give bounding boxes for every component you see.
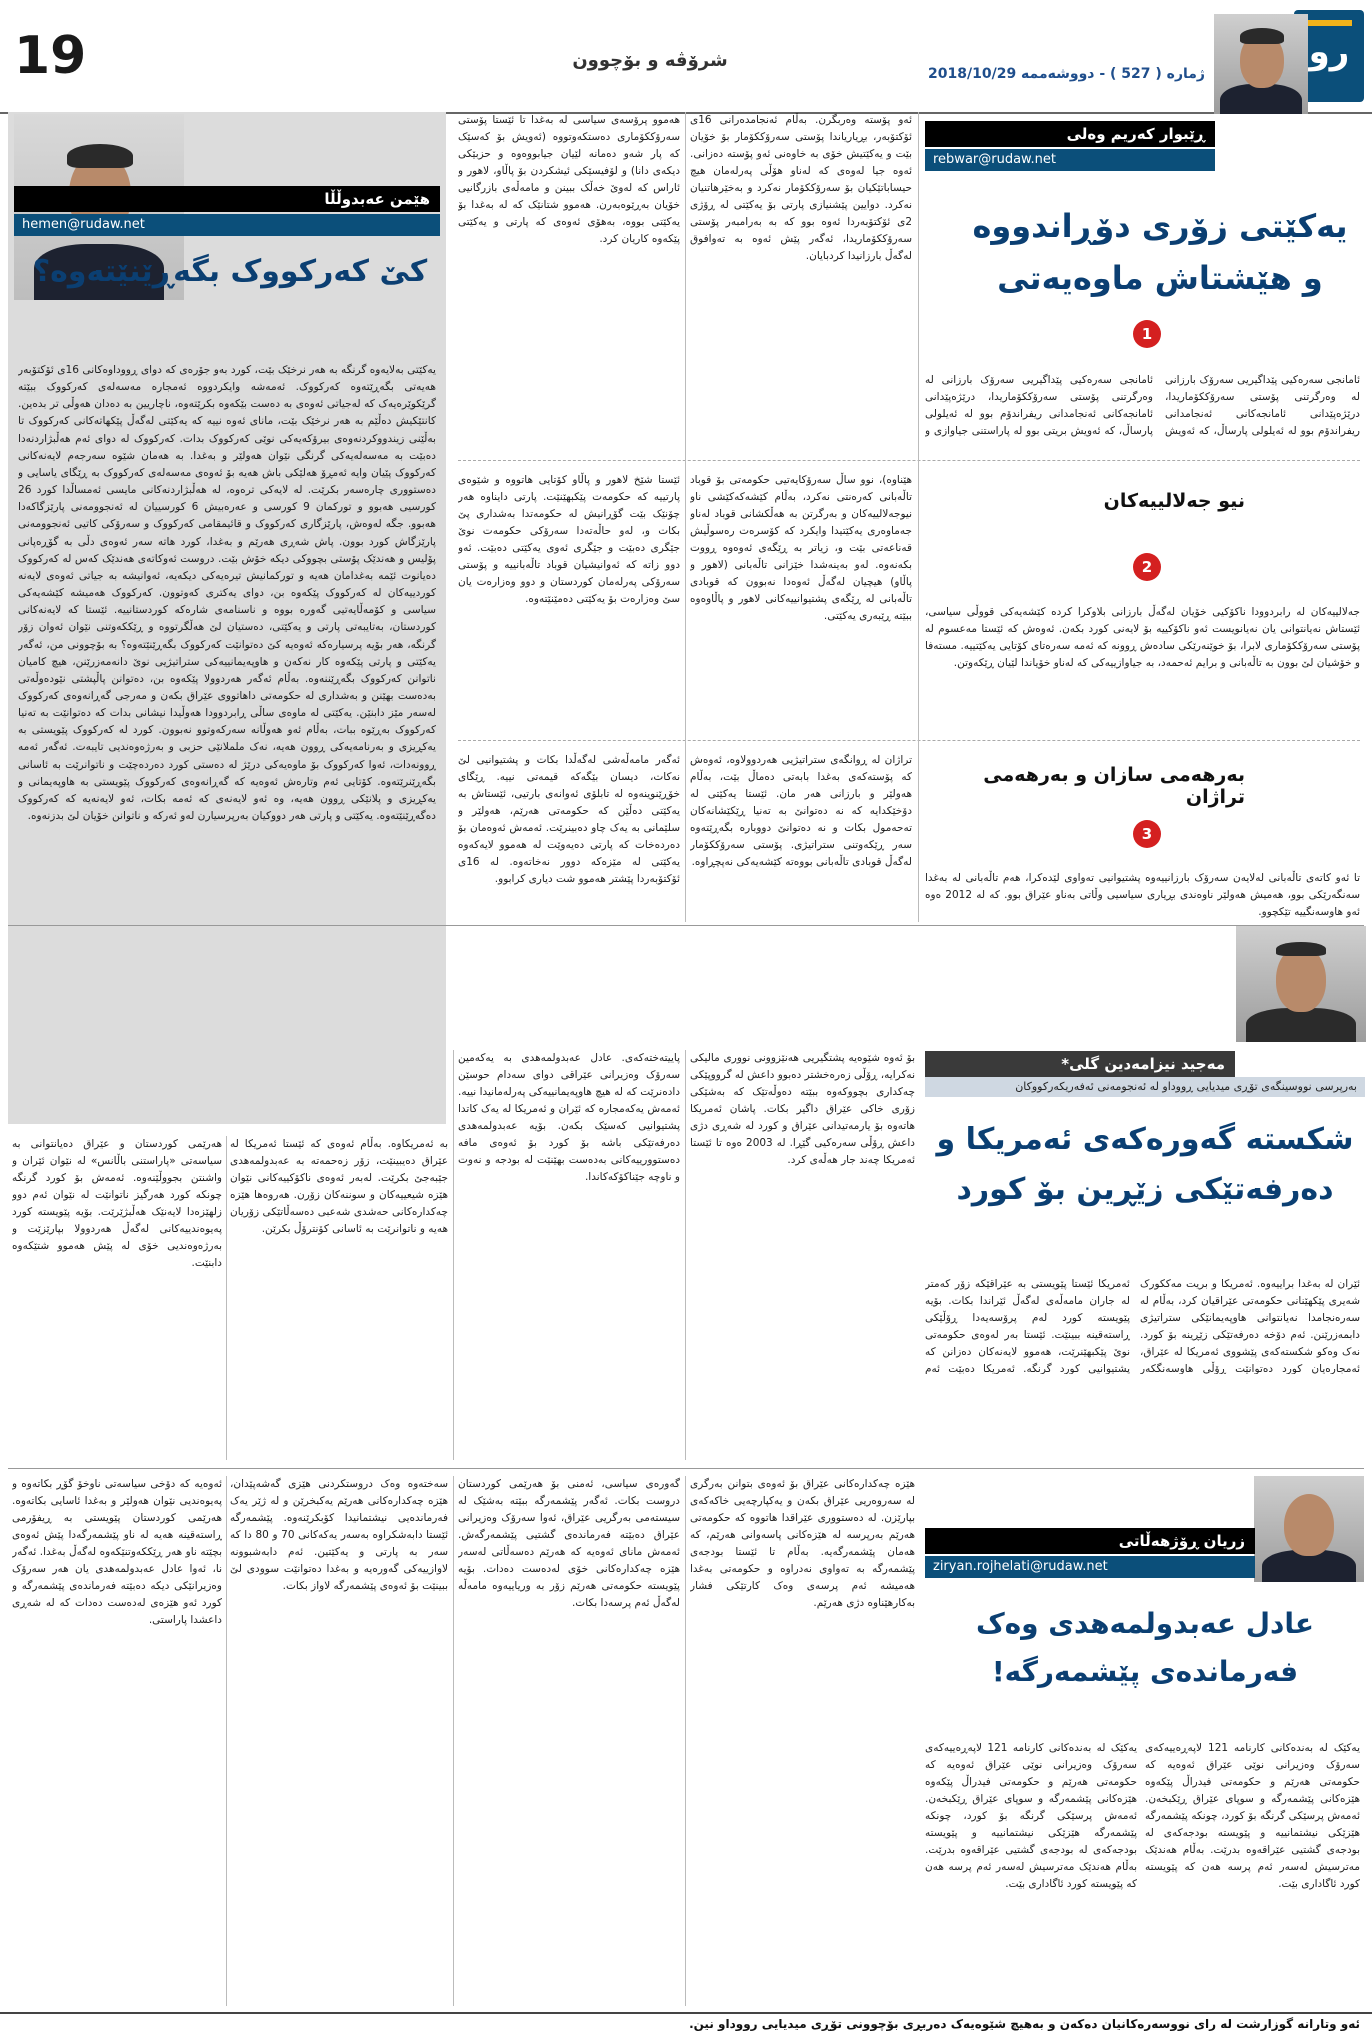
- column-rule: [453, 1476, 454, 2006]
- column-rule: [226, 1136, 227, 1460]
- photo-suit: [1220, 84, 1302, 114]
- article1-subhead-2: نیو جەلالییەکان: [1103, 490, 1245, 512]
- sidebar-author-name: هێمن عەبدوڵڵا: [14, 186, 440, 212]
- article1-subhead-3: بەرهەمی سازان و بەرهەمی تراژان: [983, 764, 1245, 808]
- sidebar-author-email[interactable]: hemen@rudaw.net: [14, 214, 440, 236]
- article1-s2-col2: هێناوە)، نوو ساڵ سەرۆکایەتیی حکومەتی بۆ قوباد تاڵەبانی کەرەنتی نەکرد، بەڵام کێشەکەکێشی ناو نیوجەلالییەکان و بەرگرتن بە هەڵکشانی قوباد لەناو جەماوەری یەکێتیدا وایکرد کە کۆسرەت رەسوڵیش قەناعەتی بێت و، زیاتر بە ڕێگەی ئەوەوە ڕووت بکەنەوە. لەو بەینەشدا خێزانی تاڵەبانی (لاهور و پاڵاو) هیچیان لەگەڵ ئەوەدا نەبوون کە قوبادی تاڵەبانی لە ڕێگەی پشتیوانییەکانی لاهور و پاڵاوەوە ببێتە ڕێبەری یەکێتی.: [690, 474, 912, 622]
- article3-col5: ئەوەیە کە دۆخی سیاسەتی ناوخۆ گۆڕ بکاتەوە و پەیوەندیی نێوان هەولێر و بەغدا ئاسایی بکاتەوە. هەرێمی کوردستان پێویستی بە ڕیفۆرمی ڕاستەقینە هەیە لە ناو پێشمەرگەدا پێش ئەوەی بچێتە ناو هەر ڕێککەوتنێکەوە لەگەڵ بەغدا. ئەگەر نا، ئەوا عادل عەبدولمەهدی یان هەر سەرۆک وەزیرانێکی دیکە دەبێتە فەرماندەی پێشمەرگە و کورد ئەو هێزەی لەدەست دەدات کە لە شەڕی داعشدا پاراستی.: [12, 1478, 222, 1626]
- section-title: شرۆڤە و بۆچوون: [572, 50, 728, 71]
- article2-col5: بە ئەمریکاوە. بەڵام ئەوەی کە ئێستا ئەمریکا لە عێراق دەیبینێت، زۆر زەحمەتە بە عەبدولمەهدی جێبەجێ بکرێت. لەبەر ئەوەی ناکۆکییەکانی نێوان هێزە شیعییەکان و سوننەکان زۆرن. هەروەها هێزە چەکدارەکانی حەشدی شەعبی دەسەڵاتێکی زۆریان هەیە و ناتوانرێت بە ئاسانی کۆنترۆڵ بکرێن.: [230, 1138, 448, 1235]
- logo-accent: [1306, 20, 1352, 26]
- article1-s1-col2: ئەو پۆستە وەربگرن. بەڵام ئەنجامدەرانی 16ی ئۆکتۆبەر، بڕیاریاندا پۆستی سەرۆککۆمار بۆ خۆیان بێت و یەکێتیش خۆی بە خاوەنی ئەو پۆستە دەزانی. ئەوە جیا لەوەی کە لەناو هۆڵی پەرلەمان هیچ حیساباتێکیان بۆ سەرۆککۆمار نەکرد و بەخێرهاتنیان نەکرد. دوایین پێشنیازی پارتی بۆ یەکێتی لە ڕۆژی 2ی ئۆکتۆبەردا ئەوە بوو کە بە بەرامبەر پۆستی سەرۆککۆماریدا، ئەگەر پێش ئەوە بە تەوافوق لەگەڵ بارزانیدا کردبایان.: [690, 114, 912, 262]
- photo-hair: [67, 144, 133, 168]
- column-rule: [918, 112, 919, 922]
- author-photo-majid: [1236, 926, 1366, 1042]
- article1-headline: یەکێتی زۆری دۆڕاندووە و هێشتاش ماوەیەتی: [972, 207, 1348, 297]
- footer-disclaimer: ئەو وتارانە گوزارشت لە رای نووسەرەکانیان دەکەن و بەهیچ شێوەیەک دەربڕی بۆچوونی تۆڕی میدیایی رووداو نین.: [0, 2012, 1372, 2034]
- column-rule: [685, 1050, 686, 1460]
- article2-col4: پاییتەختەکەی. عادل عەبدولمەهدی بە یەکەمین سەرۆک وەزیرانی عێراقی دوای سەدام حوسێن دادەنرێت کە لە هیچ هاوپەیمانییەکی پەرلەمانیدا نییە. ئەمەش یەکەمجارە کە ئێران و ئەمریکا لە یەک کاتدا پشتیوانیی کەسێک بکەن. بۆیە عەبدولمەهدی دەرفەتێکی باشە بۆ کورد بۆ ئەوەی مافە دەستوورییەکانی بەدەست بهێنێت لە بودجە و نەوت و ناوچە جێناکۆکەکاندا.: [458, 1052, 680, 1183]
- author-photo-ziryan: [1254, 1476, 1364, 1582]
- article2-col6: هەرێمی کوردستان و عێراق دەیانتوانی بە سیاسەتی «پاراستنی باڵانس» لە نێوان ئێران و واشنتن بجووڵێنەوە. ئەمەش بۆ کورد گرنگە چونکە کورد هەرگیز ناتوانێت لە نێوان ئەم دوو زلهێزەدا لایەنێک هەڵبژێرێت. بۆیە پێویستە کورد پەیوەندییەکانی لەگەڵ هەردوولا بپارێزێت و بەرژەوەندیی خۆی لە پێش هەموو شتێکەوە دابنێت.: [12, 1138, 222, 1269]
- article1-s1-col1: ئامانجی سەرەکیی پێداگیریی سەرۆک بارزانی لە وەرگرتنی پۆستی سەرۆککۆماریدا، درێژەپێدانی ئامانجەکانی ئەنجامدانی ریفراندۆم بوو لە ئەیلولی پارساڵ، کە ئەویش: [1165, 374, 1360, 437]
- article2-col1: ئێران لە بەغدا براییەوە. ئەمریکا و بریت مەککورک شەیری پێکهێنانی حکومەتی عێراقیان کرد، بەڵام لە سەرەنجامدا نەیانتوانی هاوپەیمانێکی ستراتیژی دابمەزرێنن. ئەم دۆخە دەرفەتێکی زێڕینە بۆ کورد. نەک وەکو شکستەکەی پێشووی ئەمریکا لە عێراق، ئەمجارەیان کورد دەتوانێت ڕۆڵی هاوسەنگکەر: [1140, 1278, 1360, 1374]
- article2-headline: شکستە گەورەکەی ئەمریکا و دەرفەتێکی زێڕین بۆ کورد: [936, 1122, 1354, 1207]
- section-divider-2: [458, 740, 1360, 741]
- article3-col4: سەختەوە وەک دروستکردنی هێزی گەشەپێدان، هێزە چەکدارەکانی هەرێم یەکبخرێن و لە ژێر یەک فەرماندەیی نیشتمانیدا کۆبکرێنەوە. پێشمەرگە ئێستا دابەشکراوە بەسەر یەکەکانی 70 و 80 دا کە سەر بە پارتی و یەکێتین. ئەم دابەشبوونە لاوازییەکی گەورەیە و بەغدا دەتوانێت سوودی لێ ببینێت بۆ ئەوەی پێشمەرگە لاواز بکات.: [230, 1478, 448, 1592]
- section-badge-3: 3: [1133, 820, 1161, 848]
- column-rule: [685, 112, 686, 922]
- issue-info: ژمارە ( 527 ) - دووشەممە 2018/10/29: [928, 66, 1205, 82]
- article3-headline: عادل عەبدولمەهدی وەک فەرماندەی پێشمەرگە!: [975, 1607, 1315, 1688]
- sidebar-body: یەکێتی بەلایەوە گرنگە بە هەر نرخێک بێت، کورد بەو جۆرەی کە دوای ڕووداوەکانی 16ی ئۆکتۆبەر هەیەتی بگەڕێتەوە کەرکووک. ئەمەشە وایکردووە ئەمجارە مەسەلەی کەرکووک ببێتە گرێکوێرەیەک کە لەجیاتی ئەوەی بە دەست بێکەوە بکرێتەوە، ناچاریین بە دەدان هەوڵی تر بدەین. کانتێکیش دەڵێم بە هەر نرخێک بێت، مانای ئەوە نییە کە یەکێتی لەگەڵ پێکهاتەکانی کەرکووک تا بەڵێنی زیندووکردنەوەی بیرۆکەیەکی نوێی کەرکووک بدات. کەرکووک لە دوای ئەم هەڵبژاردنەدا دەبێت بە مەسەلەیەکی گرنگی نێوان هەولێر و بەغدا. بە هەمان شێوە سەرجەم لایەنەکانی کەرکووک پێیان وایە ئەمڕۆ هەلێکی باش هەیە بۆ ئەوەی مەسەلەی کەرکووک بە ڕێگای یاسایی و دەستووری چارەسەر بکرێت. لە لایەکی ترەوە، لە هەڵبژاردنەکانی مایسی ئەمساڵدا کورد 26 کورسیی هەبوو و تورکمان 9 کورسی و عەرەبیش 6 کورسییان لە ئەنجوومەنی پارێزگاکەدا هەبوو. جگە لەوەش، پارێزگاری کەرکووک و قائیمقامی کەرکووک و سەرۆکی کاتیی ئەنجوومەنی پارێزگاش کورد بوون. پاش شەڕی هەرێم و بەغدا، کورد هاتە سەر ئەوەی دڵی بە گۆڕەپانی پۆلیس و هەندێک پۆستی بچووکی دیکە خۆش بێت. دروست ئەوکاتەی هەندێک کەس لە کەرکووک دەیانوت ئێمە بەغدامان هەیە و تورکمانیش تیرەیەکی دیکەیە، ئەوانیشە بە جیاتی ئەوەی لایەنە کوردییەکان لە کەرکووک پێکەوە بن، دوای یەکتری کەوتوون. کەرکووک هەمیشە کێشەیەکی سیاسی و کۆمەڵایەتیی گەورە بووە و ناسنامەی شارەکە کوردستانییە. ئێستا کە لایەنەکانی کوردستان، بەتایبەتی پارتی و یەکێتی، دەستیان لێ هەڵگرتووە و ڕێککەوتنی نێوان ئەوان زۆر گرنگە، هەر بۆیە پرسیارەکە ئەوەیە کێ دەتوانێت کەرکووک بگەڕێنێتەوە؟ بە بۆچوونی من، ئەگەر یەکێتی و پارتی پێکەوە کار نەکەن و هاوپەیمانییەکی ستراتیژیی نوێ دانەمەزرێنن، هیچ کامیان ناتوانن کەرکووک بگەڕێننەوە. بەڵام ئەگەر هەردوولا پێکەوە بن، دەتوانن پاڵپشتی نێودەوڵەتی بەدەست بهێنن و بەشداری لە حکومەتی داهاتووی عێراق بکەن و مەرجی گەڕانەوەی کەرکووک لەسەر مێز دابنێن. یەکێتی لە ماوەی ساڵی ڕابردوودا هەوڵیدا نیشانی بدات کە دەتوانێت بە تەنیا کەرکووک بەڕێوە ببات، بەڵام ئەو هەوڵانە سەرکەوتوو نەبوون. کورد لە کەرکووک پێویستی بە یەکڕیزی و بەرنامەیەکی ڕوون هەیە، نەک ململانێی حزبی و بەرژەوەندیی تایبەت. ئەگەر ئەمە ڕوونەدات، ئەوا کەرکووک بۆ ماوەیەکی درێژ لە دەستی کورد دەردەچێت و ناتوانرێت بە ئاسانی بگەڕێنرێتەوە. کۆتایی ئەم وتارەش ئەوەیە کە گەڕانەوەی کەرکووک پێویستی بە هاوپەیمانی و یەکڕیزی و پلانێکی ڕوون هەیە، وە ئەو لایەنەی کە ئەمە بکات، ئەو لایەنەیە کە کەرکووک دەگەڕێنێتەوە. یەکێتی و پارتی هەر دووکیان بەرپرسیارن لەو ئەرکە و ناتوانن خۆیان لێ بدزنەوە.: [18, 364, 436, 823]
- article1-s1-col1b: ئامانجی سەرەکیی پێداگیریی سەرۆک بارزانی لە وەرگرتنی پۆستی سەرۆککۆماریدا، درێژەپێدانی ئامانجەکانی ئەنجامدانی ریفراندۆم بوو لە ئەیلولی پارساڵ، کە ئەویش بریتی بوو لە پاراستنی جیاوازی و: [925, 374, 1153, 437]
- column-rule: [226, 1476, 227, 2006]
- photo-hair: [1276, 942, 1326, 956]
- photo-head: [1284, 1494, 1334, 1556]
- article1-s3-col3: ئەگەر مامەڵەشی لەگەڵدا بکات و پشتیوانیی لێ نەکات، دیسان بێگەکە قیمەتی نییە. ڕێگای خۆڕێنوینەوە لە تابلۆی ئەوانەی بارتیی، ئێستاش بە یەکێتی دەڵێن کە حکومەتی هەرێم، هەولێر و سلێمانی بە یەک چاو دەبینرێت. ئەمەش ئەوەمان بۆ دەردەخات کە پارتی دەیەوێت لە هەموو لایەکەوە یەکێتی لە مێزەکە دوور نەخاتەوە. لە 16ی ئۆکتۆبەردا پێشتر هەموو شت دیاری کرابوو.: [458, 754, 680, 885]
- section-badge-1: 1: [1133, 320, 1161, 348]
- article3-col3: گەورەی سیاسی، ئەمنی بۆ هەرێمی کوردستان دروست بکات. ئەگەر پێشمەرگە ببێتە بەشێک لە سیستەمی بەرگریی عێراق، ئەوا سەرۆک وەزیرانی عێراق دەبێتە فەرماندەی گشتیی پێشمەرگەش. ئەمەش مانای ئەوەیە کە هەرێم دەسەڵاتی لەسەر هێزە چەکدارەکانی خۆی لەدەست دەدات. بۆیە پێویستە حکومەتی هەرێم زۆر بە وریاییەوە مامەڵە لەگەڵ ئەم پرسەدا بکات.: [458, 1478, 680, 1609]
- section-divider-1: [458, 460, 1360, 461]
- logo-text: رو: [1308, 32, 1350, 72]
- article3-author-name: زریان ڕۆژهەڵاتی: [925, 1528, 1255, 1554]
- article1-s3-col1: تا ئەو کاتەی تاڵەبانی لەلایەن سەرۆک بارزانییەوە پشتیوانیی تەواوی لێدەکرا، هەم تاڵەبانی لە بەغدا سەنگەرێکی بوو، هەمیش هەولێر ناوەندی بڕیاری سیاسیی وڵاتی بەناو عێراق بوو. کە لە 2012 ەوە ئەو هاوسەنگییە تێکچوو.: [925, 872, 1360, 918]
- author-photo-rebwar: [1214, 14, 1308, 114]
- article2-col3: بۆ ئەوە شێوەیە پشتگیریی هەنێزوونی نووری مالیکی نەکرایە، ڕۆڵی زەرەخشتر دەبوو داعش لە گرووپێکی چەکداری بچووکەوە ببێتە دەوڵەتێک کە بەشێکی زۆری خاکی عێراق داگیر بکات. پاشان ئەمریکا هاتەوە بۆ یارمەتیدانی عێراق و کورد لە شەڕی دژی داعش ڕۆڵی سەرەکیی گێڕا. لە 2003 ەوە تا ئێستا ئەمریکا چەند جار هەڵەی کرد.: [690, 1052, 915, 1166]
- author-email[interactable]: rebwar@rudaw.net: [925, 149, 1215, 171]
- article1-s1-col3: هەموو پرۆسەی سیاسی لە بەغدا تا ئێستا پۆستی سەرۆککۆماری دەستکەوتووە (ئەویش بۆ کەسێک کە پار شەو دەمانە لێیان جیابووەوە و حزبێکی دیکەی دانا) و لۆفیسێکی ئیشکردن بۆ پاڵاو، لاهور و ئاراس کە لەوێ خەڵک ببینن و مامەڵەی بازرگانیی خۆیان بەڕێوەبەرن. هەموو شتانێک کە لە بەغدا بۆ یەکێتی بووە، بەهۆی ئەوەی کە پارتی و یەکێتی پێکەوە کاریان کرد.: [458, 114, 680, 245]
- section-rule: [8, 1468, 1364, 1469]
- article3-author-email[interactable]: ziryan.rojhelati@rudaw.net: [925, 1556, 1255, 1578]
- column-rule: [685, 1476, 686, 2006]
- article1-s3-col2: تراژان لە ڕوانگەی ستراتیژیی هەردوولاوە، ئەوەش کە پۆستەکەی بەغدا بابەتی دەماڵ بێت، بەڵام هەولێر و بارزانی هەر مان. ئێستا یەکێتی لە دۆخێکدایە کە نە دەتوانێ بە تەنیا ڕێکێشانەکان تەحەمول بکات و نە دەتوانێ دووبارە بگەڕێتەوە سەر ڕێکەوتنی ستراتیژی. پۆستی سەرۆککۆمار لەگەڵ قوبادی تاڵەبانی بووەتە کێشەیەکی نەپچڕاوە.: [690, 754, 912, 868]
- article1-s2-col1: جەلالییەکان لە رابردوودا ناکۆکیی خۆیان لەگەڵ بارزانی بلاوکرا کردە کێشەیەکی قووڵی سیاسی، ئێستاش نەیانتوانی یان نەیانویست ئەو ناکۆکییە بۆ لایەنی کورد بکەن. ئەوەش کە ئێستا مەعسوم لە پۆستی سەرۆککۆماری لابرا، بۆ خوێنەرێکی سادەش ڕوونە کە ئەمە سەرەتای کۆتایی یەکێتییە. مستەفا و خۆشیان لێ بوون بە تاڵەبانی و برایم ئەحمەد، بە جیاوازییەکی کە لەناو خۆیاندا لێیان ڕێکەوتن.: [925, 606, 1360, 669]
- author-name-bar: ڕێبوار کەریم وەلی: [925, 121, 1215, 147]
- article3-col1: یەکێک لە بەندەکانی کارنامە 121 لاپەڕەییەکەی سەرۆک وەزیرانی نوێی عێراق ئەوەیە کە حکومەتی هەرێم و حکومەتی فیدراڵ پێکەوە هێزەکانی پێشمەرگە و سوپای عێراق ڕێکبخەن. ئەمەش پرسێکی گرنگە بۆ کورد، چونکە پێشمەرگە هێزێکی نیشتمانییە و پێویستە بودجەکەی لە بودجەی گشتیی عێراقەوە بدرێت. بەڵام هەندێک مەترسیش لەسەر ئەم پرسە هەن کە پێویستە کورد ئاگاداری بێت.: [1145, 1742, 1360, 1890]
- article3-col2: هێزە چەکدارەکانی عێراق بۆ ئەوەی بتوانن بەرگری لە سەروەریی عێراق بکەن و یەکپارچەیی خاکەکەی بپارێزن. لە دەستووری عێراقدا هاتووە کە حکومەتی هەرێم بەرپرسە لە هێزەکانی پاسەوانی هەرێم، کە هەمان پێشمەرگەیە. بەڵام تا ئێستا بودجەی پێشمەرگە بە تەواوی نەدراوە و حکومەتی بەغدا هەمیشە ئەم پرسەی وەک کارتێکی فشار بەکارهێناوە دژی هەرێم.: [690, 1478, 915, 1609]
- photo-hair: [1240, 28, 1284, 44]
- sidebar-headline: کێ کەرکووک بگەڕێنێتەوە؟: [32, 254, 428, 289]
- photo-suit: [1246, 1008, 1356, 1042]
- section-rule: [8, 925, 1364, 926]
- article2-col2: ئەمریکا ئێستا پێویستی بە عێراقێکە زۆر کەمتر لە جاران مامەڵەی لەگەڵ ئێراندا بکات. بۆیە پێویستە کورد لەم پرۆسەیەدا ڕۆڵێکی ڕاستەقینە ببینێت. ئێستا بەر لەوەی حکومەتی نوێ پێکبهێنرێت، هەموو لایەنەکان دەزانن کە پشتیوانیی کورد گرنگە. ئەمریکا دەبێت ئەم: [925, 1278, 1130, 1374]
- article2-author-name: مەجید نیزامەدین گلی*: [925, 1051, 1235, 1077]
- article2-author-role: بەرپرسی نووسینگەی تۆڕی میدیایی ڕووداو لە ئەنجومەنی ئەفەریکەرکووکان: [925, 1077, 1365, 1097]
- column-rule: [453, 1050, 454, 1460]
- section-badge-2: 2: [1133, 553, 1161, 581]
- article3-col1b: یەکێک لە بەندەکانی کارنامە 121 لاپەڕەییەکەی سەرۆک وەزیرانی نوێی عێراق ئەوەیە کە حکومەتی هەرێم و حکومەتی فیدراڵ پێکەوە هێزەکانی پێشمەرگە و سوپای عێراق ڕێکبخەن. ئەمەش پرسێکی گرنگە بۆ کورد، چونکە پێشمەرگە هێزێکی نیشتمانییە و پێویستە بودجەکەی لە بودجەی گشتیی عێراقەوە بدرێت. بەڵام هەندێک مەترسیش لەسەر ئەم پرسە هەن کە پێویستە کورد ئاگاداری بێت.: [925, 1742, 1137, 1890]
- page-number: 19: [14, 26, 87, 86]
- article1-s2-col3: ئێستا شێخ لاهور و پاڵاو کۆتایی هاتووە و شێوەی پارتییە کە حکومەت پێکبهێنێت. پارتی دایناوە هەر چۆنێک بێت گۆڕانیش لە حکومەتدا بەشداری پێ بکات و، لەو حاڵەتەدا سەرۆکی حکومەت نوێ جێگری دەبێت و جێگری ئەوی یەکێتی دەبێت. ئەو دوو زاتە کە ئەوانیشیان قوباد تاڵەبانییە و پۆستی سەرۆکی پەرلەمان کوردستان و دوو وەزارەت یان سێ وەزارەت بۆ یەکێتی دەمێنێتەوە.: [458, 474, 680, 605]
